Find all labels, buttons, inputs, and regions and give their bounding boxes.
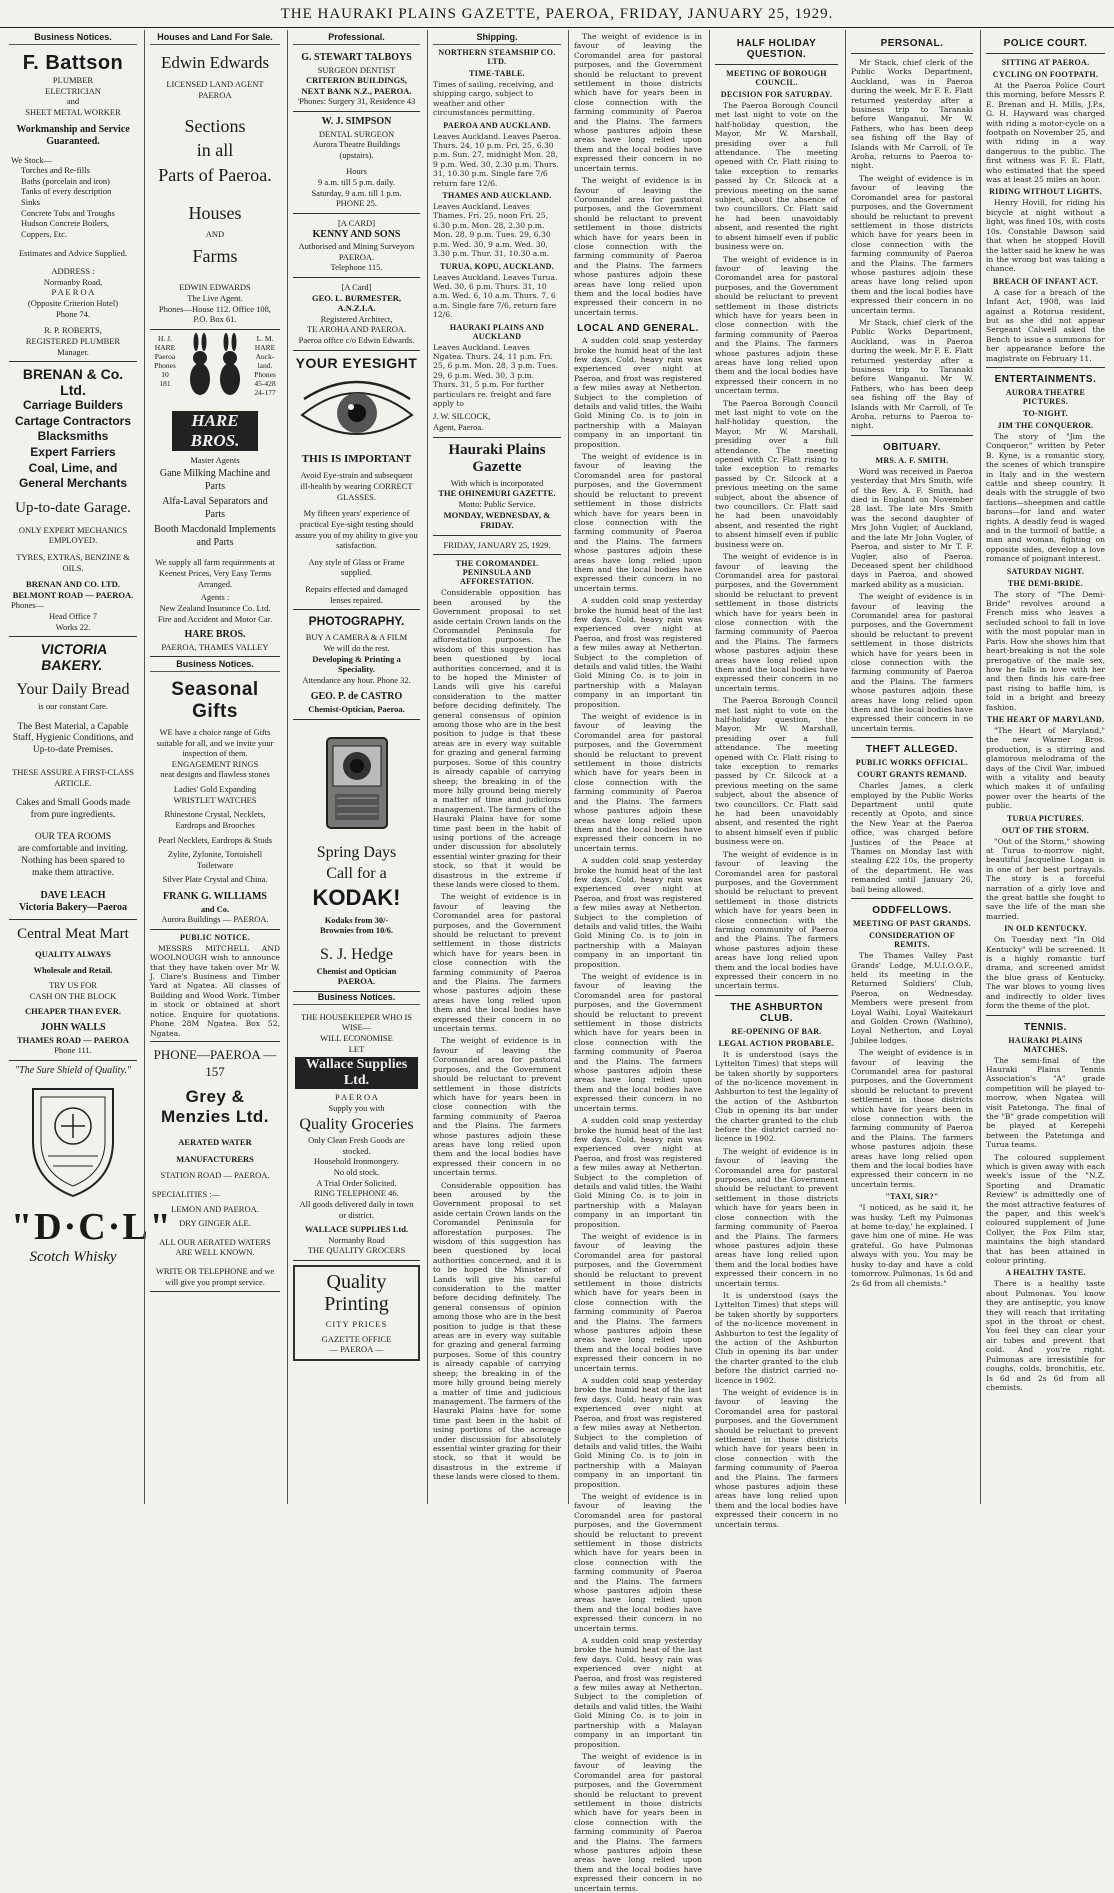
battson-name: F. Battson (22, 52, 124, 74)
column-8: POLICE COURT. SITTING AT PAEROA. CYCLING ON FOOTPATH. At the Paeroa Police Court this morning, before Messrs P. E. Brenan and H. Mills, J.P.s, G. H. Hayward was charged with riding a motor-cycle on a footpath on November 25, and with riding in a way dangerous to the public. The first witness was F. E. Flatt, who estimated that the speed was at least 25 miles an hour. RIDING WITHOUT LIGHTS. Henry Hovill, for riding his bicycle at night without a light, was fined 10s, with costs 10s. Constable Dawson said that when he stopped Hovill the latter said he knew he was in the wrong but was taking a chance. BREACH OF INFANT ACT. A case for a breach of the Infant Act, 1908, was laid against a Rotorua resident, but as she did not appear Sergeant Calwell asked the Bench to issue a summons for her appearance before the magistrate on February 11. ENTERTAINMENTS. AURORA THEATRE PICTURES. TO-NIGHT. JIM THE CONQUEROR. The story of "Jim the Conqueror," written by Peter B. Kyne, is a romantic story, the scenes of which transpire in Italy and in the western cattle and sheep country. It deals with the struggle of two factions—sheepmen and cattle barons—for land and water rights. A deadly feud is waged and in the turmoil of battle, a man and woman, fighting on opposite sides, develop a love romance of poignant interest. SATURDAY NIGHT. THE DEMI-BRIDE. The story of "The Demi-Bride" revolves around a French miss who leaves a secluded school to fall in love with the most popular man in Paris. How she shows him that heart-breaking is not the sole prerogative of the male sex, how he falls in love with her and then finds his care-free past rising to baffle him, is told in a bright and breezy fashion. THE HEART OF MARYLAND. "The Heart of Maryland," the new Warner Bros. production, is a stirring and glamorous melodrama of the days of the Civil War, imbued with a vitality and beauty which makes it of unfailing power over the hearts of the public. TURUA PICTURES. OUT OF THE STORM. "Out of the Storm," showing at Turua to-morrow night, beautiful Jacqueline Logan is in one of her best portrayals. The story is a forceful narration of a girly love and the great battle she fought to save the life of the man she married. IN OLD KENTUCKY. On Tuesday next "In Old Kentucky" will be screened. It is a highly romantic turf drama, and screened amidst the blue grass of Kentucky. The war blows to young lives and indirectly to older lives form the theme of the plot. TENNIS. HAURAKI PLAINS MATCHES. The semi-final of the Hauraki Plains Tennis Association's "A" grade competition will be played to-morrow, when Ngatea will visit Patetonga. The final of the "B" grade competition will be played at Kerepehi between the Patetonga and Turua teams. The coloured supplement which is given away with each week's issue of the "N.Z. Sporting and Dramatic Review" is admittedly one of the most attractive features of the paper, and this week's coloured supplement of June Collyer, the Fox Film star, maintains the high standard that has been attained in colour printing. A HEALTHY TASTE. There is a healthy taste about Pulmonas. You know they are antiseptic, you know they will reach that irritating spot in the throat or chest. You feel they can clear your air tubes and prevent that cold. And you're right. Pulmonas are irresistible for coughs, colds, bronchitis, etc. Is 6d and 2s 6d from all chemists. (980, 30, 1110, 1504)
turua-times: Leaves Auckland. Leaves Turua. Wed. 30, 6 p.m. Thurs. 31, 10 a.m. Wed. 6, 10 a.m. Thurs. 7, 6 a.m. Single fare 7/6, return fare 12/6. (433, 272, 558, 320)
eyesight-ad: YOUR EYESIGHT THIS IS IMPORTANT Avoid Eye-strain and subsequent ill-health by wearing CORRECT GLASSES. My fifteen years' experience of practical Eye-sight testing should assure you of my ability to give you satisfaction. Any style of Glass or Frame supplied. Repairs effected and damaged lenses repaired. (293, 351, 420, 611)
shipping-notes: Times of sailing, receiving, and shipping cargo, subject to weather and other circumstances permitting. (433, 80, 554, 118)
bakery-ad: VICTORIA BAKERY. Your Daily Bread is our constant Care. The Best Material, a Capable Staff, Hygienic Conditions, and Up-to-date Premises. THESE ASSURE A FIRST-CLASS ARTICLE. Cakes and Small Goods made from pure ingredients. OUR TEA ROOMS are comfortable and inviting. Nothing has been spared to make them attractive. DAVE LEACH Victoria Bakery—Paeroa (9, 637, 137, 919)
brenan-ad: BRENAN & Co. Ltd. Carriage Builders Cartage Contractors Blacksmiths Expert Farriers Coal, Lime, and General Merchants Up-to-date Garage. ONLY EXPERT MECHANICS EMPLOYED. TYRES, EXTRAS, BENZINE & OILS. BRENAN AND CO. LTD. BELMONT ROAD — PAEROA. Phones— Head Office 7 Works 22. (9, 362, 137, 637)
column-4: Shipping. NORTHERN STEAMSHIP CO. LTD. TIME-TABLE. Times of sailing, receiving, and shipping cargo, subject to weather and other circumstances permitting. PAEROA AND AUCKLAND. Leaves Auckland. Leaves Paeroa. Thurs. 24, 10 p.m. Fri. 25, 6.30 p.m. Sun. 27, midnight Mon. 28, 9 p.m. Wed. 30, 2.30 p.m. Thurs. 31, 10.30 p.m. Single fare 7/6 return fare 12/6. THAMES AND AUCKLAND. Leaves Auckland. Leaves Thames. Fri. 25, noon Fri. 25, 6.30 p.m. Mon. 28, 2.30 p.m. Mon. 28, 9 p.m. Tues. 29, 6.30 p.m. Wed. 30, 9 a.m. Wed. 30, 3.30 p.m. Thur. 31, 10.30 a.m. TURUA, KOPU, AUCKLAND. Leaves Auckland. Leaves Turua. Wed. 30, 6 p.m. Thurs. 31, 10 a.m. Wed. 6, 10 a.m. Thurs. 7, 6 a.m. Single fare 7/6, return fare 12/6. HAURAKI PLAINS AND AUCKLAND Leaves Auckland. Leaves Ngatea. Thurs. 24, 11 p.m. Fri. 25, 6 p.m. Mon. 28, 3 p.m. Tues. 29, 6 p.m. Wed. 30, 3 p.m. Thurs. 31, 5 p.m. For further particulars re. freight and fare apply to J. W. SILCOCK, Agent, Paeroa. Hauraki Plains Gazette With which is incorporated THE OHINEMURI GAZETTE. Motto: Public Service. MONDAY, WEDNESDAY, & FRIDAY. FRIDAY, JANUARY 25, 1929. THE COROMANDEL PENINSULA AND AFFORESTATION. Considerable opposition has been aroused by the Government proposal to set aside certain Crown lands on the Coromandel Peninsula for afforestation purposes. The wisdom of this suggestion has been questioned by local authorities concerned, and it is to be hoped the Minister of Lands will give his careful consideration to the matter before deciding definitely. The general consensus of opinion among those who are in the best position to judge is that these areas are in every way suitable for grazing and general farming purposes. Some of this country is already capable of carrying sheep; the breaking in of the more hilly ground being merely a matter of time and judicious management. The farmers of the Hauraki Plains have for some time past been in the habit of using portions of the acreage under discussion for absolutely essential winter grazing for their stock, so that it would be disastrous in the extreme if these lands were closed to them. The weight of evidence is in favour of leaving the Coromandel area for pastoral purposes, and the Government should be reluctant to prevent settlement in those districts which have for years been in close connection with the farming community of Paeroa and the Plains. The farmers whose pastures adjoin these areas have long relied upon them and the local bodies have expressed their concern in no uncertain terms. The weight of evidence is in favour of leaving the Coromandel area for pastoral purposes, and the Government should be reluctant to prevent settlement in those districts which have for years been in close connection with the farming community of Paeroa and the Plains. The farmers whose pastures adjoin these areas have long relied upon them and the local bodies have expressed their concern in no uncertain terms. Considerable opposition has been aroused by the Government proposal to set aside certain Crown lands on the Coromandel Peninsula for afforestation purposes. The wisdom of this suggestion has been questioned by local authorities concerned, and it is to be hoped the Minister of Lands will give his careful consideration to the matter before deciding definitely. The general consensus of opinion among those who are in the best position to judge is that these areas are in every way suitable for grazing and general farming purposes. Some of this country is already capable of carrying sheep; the breaking in of the more hilly ground being merely a matter of time and judicious management. The farmers of the Hauraki Plains have for some time past been in the habit of using portions of the acreage under discussion for absolutely essential winter grazing for their stock, so that it would be disastrous in the extreme if these lands were closed to them. (427, 30, 566, 1504)
burmester-card: [A Card] GEO. L. BURMESTER, A.N.Z.I.A. Registered Architect, TE AROHA AND PAEROA. Paeroa office c/o Edwin Edwards. (293, 278, 420, 351)
camera-icon (295, 728, 418, 838)
obituary-heading: OBITUARY. (882, 441, 942, 453)
kodak-ad: Spring Days Call for a KODAK! Kodaks from 30/- Brownies from 10/6. S. J. Hedge Chemist and Optician PAEROA. (293, 720, 420, 992)
oddfellows-heading: ODDFELLOWS. (872, 905, 952, 917)
column-head: Houses and Land For Sale. (150, 32, 280, 45)
column-6: HALF HOLIDAY QUESTION. MEETING OF BOROUGH COUNCIL. DECISION FOR SATURDAY. The Paeroa Borough Council met last night to vote on the half-holiday question, the Mayor, Mr W. Marshall, presiding over a full attendance. The meeting opened with Cr. Flatt rising to take exception to remarks passed by Cr. Silcock at a previous meeting on the same subject, about the absence of two councillors. Cr. Flatt said he had been unavoidably absent, and resented the right to absent himself even if public business were on. The weight of evidence is in favour of leaving the Coromandel area for pastoral purposes, and the Government should be reluctant to prevent settlement in those districts which have for years been in close connection with the farming community of Paeroa and the Plains. The farmers whose pastures adjoin these areas have long relied upon them and the local bodies have expressed their concern in no uncertain terms. The Paeroa Borough Council met last night to vote on the half-holiday question, the Mayor, Mr W. Marshall, presiding over a full attendance. The meeting opened with Cr. Flatt rising to take exception to remarks passed by Cr. Silcock at a previous meeting on the same subject, about the absence of two councillors. Cr. Flatt said he had been unavoidably absent, and resented the right to absent himself even if public business were on. The weight of evidence is in favour of leaving the Coromandel area for pastoral purposes, and the Government should be reluctant to prevent settlement in those districts which have for years been in close connection with the farming community of Paeroa and the Plains. The farmers whose pastures adjoin these areas have long relied upon them and the local bodies have expressed their concern in no uncertain terms. The Paeroa Borough Council met last night to vote on the half-holiday question, the Mayor, Mr W. Marshall, presiding over a full attendance. The meeting opened with Cr. Flatt rising to take exception to remarks passed by Cr. Silcock at a previous meeting on the same subject, about the absence of two councillors. Cr. Flatt said he had been unavoidably absent, and resented the right to absent himself even if public business were on. The weight of evidence is in favour of leaving the Coromandel area for pastoral purposes, and the Government should be reluctant to prevent settlement in those districts which have for years been in close connection with the farming community of Paeroa and the Plains. The farmers whose pastures adjoin these areas have long relied upon them and the local bodies have expressed their concern in no uncertain terms. THE ASHBURTON CLUB. RE-OPENING OF BAR. LEGAL ACTION PROBABLE. It is understood (says the Lyttelton Times) that steps will be taken shortly by supporters of the no-licence movement in Ashburton to test the legality of the action of the Ashburton Club in opening its bar under the charter granted to the club before the district carried no-licence in 1902. The weight of evidence is in favour of leaving the Coromandel area for pastoral purposes, and the Government should be reluctant to prevent settlement in those districts which have for years been in close connection with the farming community of Paeroa and the Plains. The farmers whose pastures adjoin these areas have long relied upon them and the local bodies have expressed their concern in no uncertain terms. It is understood (says the Lyttelton Times) that steps will be taken shortly by supporters of the no-licence movement in Ashburton to test the legality of the action of the Ashburton Club in opening its bar under the charter granted to the club before the district carried no-licence in 1902. The weight of evidence is in favour of leaving the Coromandel area for pastoral purposes, and the Government should be reluctant to prevent settlement in those districts which have for years been in close connection with the farming community of Paeroa and the Plains. The farmers whose pastures adjoin these areas have long relied upon them and the local bodies have expressed their concern in no uncertain terms. (709, 30, 843, 1504)
thames-auckland-times: Leaves Auckland. Leaves Thames. Fri. 25, noon Fri. 25, 6.30 p.m. Mon. 28, 2.30 p.m. Mon. 28, 9 p.m. Tues. 29, 6.30 p.m. Wed. 30, 9 a.m. Wed. 30, 3.30 p.m. Thur. 31, 10.30 a.m. (433, 202, 551, 259)
rabbits-icon (180, 334, 250, 407)
simpson-card: W. J. SIMPSON DENTAL SURGEON Aurora Theatre Buildings (upstairs). Hours 9 a.m. till 5 p.m. daily. Saturday, 9 a.m. till 1 p.m. PHONE 25. (293, 112, 420, 214)
gazette-logo: Hauraki Plains Gazette (448, 441, 546, 475)
police-court-heading: POLICE COURT. (1003, 38, 1088, 49)
theft-heading: THEFT ALLEGED. (865, 744, 959, 756)
local-general-heading: LOCAL AND GENERAL. (577, 323, 699, 335)
column-3 (287, 30, 425, 1504)
tennis-heading: TENNIS. (1024, 1021, 1067, 1033)
hare-bros-ad: H. J. HARE Paeroa Phones 10 181 L. M. HARE Auck- land. Phones 45-428 24-177 HARE BROS. Master Agents Gane Milking Machine and Parts Alfa-Laval Separators and Parts Booth Macdonald Implements and Parts We supply all farm requirements at Keenest Prices, Very Easy Terms Arranged. Agents : New Zealand Insurance Co. Ltd. Fire and Accident and Motor Car. HARE BROS. PAEROA, THAMES VALLEY (150, 330, 280, 658)
battson-ad: F. Battson PLUMBER ELECTRICIAN and SHEET METAL WORKER Workmanship and Service Guaranteed. We Stock— Torches and Re-fills Baths (porcelain and iron) Tanks of every description Sinks Concrete Tubs and Troughs Hudson Concrete Boilers, Coppers, Etc. Estimates and Advice Supplied. ADDRESS : Normanby Road, P A E R O A (Opposite Criterion Hotel) Phone 74. R. P. ROBERTS, REGISTERED PLUMBER Manager. (9, 48, 137, 362)
printing-ad: Quality Printing CITY PRICES GAZETTE OFFICE — PAEROA — (293, 1265, 420, 1361)
kenny-card: [A CARD] KENNY AND SONS Authorised and Mining Surveyors PAEROA. Telephone 115. (293, 214, 420, 278)
paeroa-auckland-times: Leaves Auckland. Leaves Paeroa. Thurs. 24, 10 p.m. Fri. 25, 6.30 p.m. Sun. 27, midnight Mon. 28, 9 p.m. Wed. 30, 2.30 p.m. Thurs. 31, 10.30 p.m. Single fare 7/6 return fare 12/6. (433, 131, 562, 188)
newspaper-page (4, 30, 1110, 1893)
photography-ad: PHOTOGRAPHY. BUY A CAMERA & A FILM We will do the rest. Developing & Printing a Speciality. Attendance any hour. Phone 32. GEO. P. de CASTRO Chemist-Optician, Paeroa. (293, 610, 420, 719)
half-holiday-heading: HALF HOLIDAY QUESTION. (736, 38, 817, 60)
ashburton-heading: THE ASHBURTON CLUB. (730, 1001, 823, 1024)
grey-menzies-ad: PHONE—PAEROA — 157 Grey & Menzies Ltd. AERATED WATER MANUFACTURERS STATION ROAD — PAEROA. SPECIALITIES :— LEMON AND PAEROA. DRY GINGER ALE. ALL OUR AERATED WATERS ARE WELL KNOWN. WRITE OR TELEPHONE and we will give you prompt service. (150, 1041, 280, 1292)
meat-mart-ad: Central Meat Mart QUALITY ALWAYS Wholesale and Retail. TRY US FOR CASH ON THE BLOCK CHEAPER THAN EVER. JOHN WALLS THAMES ROAD — PAEROA Phone 111. (9, 920, 137, 1061)
column-head: Shipping. (433, 32, 561, 45)
hauraki-times: Leaves Auckland. Leaves Ngatea. Thurs. 24, 11 p.m. Fri. 25, 6 p.m. Mon. 28, 3 p.m. Tues. 29, 6 p.m. Wed. 30, 3 p.m. Thurs. 31, 5 p.m. For further particulars re. freight and fare apply to (433, 342, 558, 408)
hare-right-block: L. M. HARE Auck- land. Phones 45-428 24-177 (254, 333, 276, 397)
column-2: Houses and Land For Sale. Edwin Edwards LICENSED LAND AGENT PAEROA Sections in all Parts of Paeroa. Houses AND Farms EDWIN EDWARDS The Live Agent. Phones—House 112. Office 108, P.O. Box 61. H. J. HARE Paeroa Phones 10 181 L. M. HARE Auck- land. Phones 45-428 24-177 HARE BROS. Master Agents Gane Milking Machine and Parts Alfa-Laval Separators and Parts Booth Macdonald Implements and Parts We supply all farm requirements at Keenest Prices, Very Easy Terms Arranged. Agents : New Zealand Insurance Co. Ltd. Fire and Accident and Motor Car. HARE BROS. PAEROA, THAMES VALLEY Business Notices. Seasonal Gifts WE have a choice range of Gifts suitable for all, and we invite your inspection of them. ENGAGEMENT RINGS neat designs and flawless stones Ladies' Gold Expanding WRISTLET WATCHES Rhinestone Crystal, Necklets, Eardrops and Brooches Pearl Necklets, Eardrops & Studs Zylite, Zylonite, Tortoishell Toiletware Silver Plate Crystal and China. FRANK G. WILLIAMS and Co. Aurora Buildings — PAEROA. PUBLIC NOTICE. MESSRS MITCHELL AND WOOLNOUGH wish to announce that they have taken over Mr W. J. Clare's Business and Timber Yard at Ngatea. All classes of Building and Wood Work. Timber in stock or obtained at short notice. Enquire for quotations. Phone 28M Ngatea. Box 52, Ngatea. PHONE—PAEROA — 157 Grey & Menzies Ltd. AERATED WATER MANUFACTURERS STATION ROAD — PAEROA. SPECIALITIES :— LEMON AND PAEROA. DRY GINGER ALE. ALL OUR AERATED WATERS ARE WELL KNOWN. WRITE OR TELEPHONE and we will give you prompt service. (144, 30, 285, 1504)
hare-left-block: H. J. HARE Paeroa Phones 10 181 (154, 333, 176, 388)
edwards-ad: Edwin Edwards LICENSED LAND AGENT PAEROA Sections in all Parts of Paeroa. Houses AND Farms EDWIN EDWARDS The Live Agent. Phones—House 112. Office 108, P.O. Box 61. (150, 48, 280, 330)
column-5: The weight of evidence is in favour of leaving the Coromandel area for pastoral purposes, and the Government should be reluctant to prevent settlement in those districts which have for years been in close connection with the farming community of Paeroa and the Plains. The farmers whose pastures adjoin these areas have long relied upon them and the local bodies have expressed their concern in no uncertain terms. The weight of evidence is in favour of leaving the Coromandel area for pastoral purposes, and the Government should be reluctant to prevent settlement in those districts which have for years been in close connection with the farming community of Paeroa and the Plains. The farmers whose pastures adjoin these areas have long relied upon them and the local bodies have expressed their concern in no uncertain terms. LOCAL AND GENERAL. A sudden cold snap yesterday broke the humid heat of the last few days. Cold, heavy rain was experienced over night at Paeroa, and frost was registered a few miles away at Netherton. Subject to the completion of details and valid titles, the Waihi Gold Mining Co. is to join in partnership with a Malayan company in an important tin proposition. The weight of evidence is in favour of leaving the Coromandel area for pastoral purposes, and the Government should be reluctant to prevent settlement in those districts which have for years been in close connection with the farming community of Paeroa and the Plains. The farmers whose pastures adjoin these areas have long relied upon them and the local bodies have expressed their concern in no uncertain terms. A sudden cold snap yesterday broke the humid heat of the last few days. Cold, heavy rain was experienced over night at Paeroa, and frost was registered a few miles away at Netherton. Subject to the completion of details and valid titles, the Waihi Gold Mining Co. is to join in partnership with a Malayan company in an important tin proposition. The weight of evidence is in favour of leaving the Coromandel area for pastoral purposes, and the Government should be reluctant to prevent settlement in those districts which have for years been in close connection with the farming community of Paeroa and the Plains. The farmers whose pastures adjoin these areas have long relied upon them and the local bodies have expressed their concern in no uncertain terms. A sudden cold snap yesterday broke the humid heat of the last few days. Cold, heavy rain was experienced over night at Paeroa, and frost was registered a few miles away at Netherton. Subject to the completion of details and valid titles, the Waihi Gold Mining Co. is to join in partnership with a Malayan company in an important tin proposition. The weight of evidence is in favour of leaving the Coromandel area for pastoral purposes, and the Government should be reluctant to prevent settlement in those districts which have for years been in close connection with the farming community of Paeroa and the Plains. The farmers whose pastures adjoin these areas have long relied upon them and the local bodies have expressed their concern in no uncertain terms. A sudden cold snap yesterday broke the humid heat of the last few days. Cold, heavy rain was experienced over night at Paeroa, and frost was registered a few miles away at Netherton. Subject to the completion of details and valid titles, the Waihi Gold Mining Co. is to join in partnership with a Malayan company in an important tin proposition. The weight of evidence is in favour of leaving the Coromandel area for pastoral purposes, and the Government should be reluctant to prevent settlement in those districts which have for years been in close connection with the farming community of Paeroa and the Plains. The farmers whose pastures adjoin these areas have long relied upon them and the local bodies have expressed their concern in no uncertain terms. A sudden cold snap yesterday broke the humid heat of the last few days. Cold, heavy rain was experienced over night at Paeroa, and frost was registered a few miles away at Netherton. Subject to the completion of details and valid titles, the Waihi Gold Mining Co. is to join in partnership with a Malayan company in an important tin proposition. The weight of evidence is in favour of leaving the Coromandel area for pastoral purposes, and the Government should be reluctant to prevent settlement in those districts which have for years been in close connection with the farming community of Paeroa and the Plains. The farmers whose pastures adjoin these areas have long relied upon them and the local bodies have expressed their concern in no uncertain terms. A sudden cold snap yesterday broke the humid heat of the last few days. Cold, heavy rain was experienced over night at Paeroa, and frost was registered a few miles away at Netherton. Subject to the completion of details and valid titles, the Waihi Gold Mining Co. is to join in partnership with a Malayan company in an important tin proposition. The weight of evidence is in favour of leaving the Coromandel area for pastoral purposes, and the Government should be reluctant to prevent settlement in those districts which have for years been in close connection with the farming community of Paeroa and the Plains. The farmers whose pastures adjoin these areas have long relied upon them and the local bodies have expressed their concern in no uncertain terms. (568, 30, 707, 1504)
wallace-ad: THE HOUSEKEEPER WHO IS WISE— WILL ECONOMISE LET Wallace Supplies Ltd. P A E R O A Supply you with Quality Groceries Only Clean Fresh Goods are stocked. Household Ironmongery. No old stock. A Trial Order Solicited. RING TELEPHONE 46. All goods delivered daily in town or district. WALLACE SUPPLIES Ltd. Normanby Road THE QUALITY GROCERS (293, 1008, 420, 1261)
entertainments-heading: ENTERTAINMENTS. (994, 373, 1097, 385)
section-head: Business Notices. (150, 659, 280, 672)
masthead: THE HAURAKI PLAINS GAZETTE, PAEROA, FRIDAY, JANUARY 25, 1929. (0, 0, 1114, 28)
column-head: Professional. (293, 32, 420, 45)
seasonal-gifts-ad: Seasonal Gifts WE have a choice range of Gifts suitable for all, and we invite your inspection of them. ENGAGEMENT RINGS neat designs and flawless stones Ladies' Gold Expanding WRISTLET WATCHES Rhinestone Crystal, Necklets, Eardrops and Brooches Pearl Necklets, Eardrops & Studs Zylite, Zylonite, Tortoishell Toiletware Silver Plate Crystal and China. FRANK G. WILLIAMS and Co. Aurora Buildings — PAEROA. (150, 675, 280, 930)
column-7: PERSONAL. Mr Stack, chief clerk of the Public Works Department, Auckland, was in Paeroa during the week. Mr F. E. Flatt returned yesterday after a business trip to Taranaki before Wanganui. Mr W. Fathers, who has been deep sea fishing off the Bay of Islands with Mr Carroll, of Te Aroha, returns to Paeroa to-night. The weight of evidence is in favour of leaving the Coromandel area for pastoral purposes, and the Government should be reluctant to prevent settlement in those districts which have for years been in close connection with the farming community of Paeroa and the Plains. The farmers whose pastures adjoin these areas have long relied upon them and the local bodies have expressed their concern in no uncertain terms. Mr Stack, chief clerk of the Public Works Department, Auckland, was in Paeroa during the week. Mr F. E. Flatt returned yesterday after a business trip to Taranaki before Wanganui. Mr W. Fathers, who has been deep sea fishing off the Bay of Islands with Mr Carroll, of Te Aroha, returns to Paeroa to-night. OBITUARY. MRS. A. F. SMITH. Word was received in Paeroa yesterday that Mrs Smith, wife of the Rev. A. F. Smith, had died in England on November 28 last. The late Mrs Smith was the second daughter of Mrs John Vugler, of Auckland, and the late Mr John Vugler, of Paeroa, and sister to Mr T. F. Vugler, also of Paeroa. Deceased spent her childhood days in Paeroa, and showed marked ability as a musician. The weight of evidence is in favour of leaving the Coromandel area for pastoral purposes, and the Government should be reluctant to prevent settlement in those districts which have for years been in close connection with the farming community of Paeroa and the Plains. The farmers whose pastures adjoin these areas have long relied upon them and the local bodies have expressed their concern in no uncertain terms. THEFT ALLEGED. PUBLIC WORKS OFFICIAL. COURT GRANTS REMAND. Charles James, a clerk employed by the Public Works Department until quite recently at Opoto, and since the New Year at the Paeroa office, was charged before Justices of the Peace at Thames on Monday last with stealing £22 10s, the property of the department. He was remanded until January 26, bail being allowed. ODDFELLOWS. MEETING OF PAST GRANDS. CONSIDERATION OF REMITS. The Thames Valley Past Grands' Lodge, M.U.I.O.O.F., held its meeting in the Returned Soldiers' Club, Paeroa, on Wednesday. Members were present from Loyal Waihi, Loyal Waitekauri and Golden Crown (Waihino), Loyal Netherton, and Loyal Jubilee lodges. The weight of evidence is in favour of leaving the Coromandel area for pastoral purposes, and the Government should be reluctant to prevent settlement in those districts which have for years been in close connection with the farming community of Paeroa and the Plains. The farmers whose pastures adjoin these areas have long relied upon them and the local bodies have expressed their concern in no uncertain terms. "TAXI, SIR?" "I noticed, as he said it, he was husky. 'Left my Pulmonas at home to-day,' he explained. I gave him one of mine. He was grateful. Go have Pulmonas always with you. You may be husky to-day and have a cold tomorrow. Pulmonas, 1s 6d and 2s 6d from all chemists." (845, 30, 978, 1504)
dcl-ad: "The Sure Shield of Quality." "D·C·L" Scotch Whisky (11, 1064, 173, 1266)
personal-heading: PERSONAL. (880, 38, 944, 49)
shield-icon (11, 1081, 135, 1201)
section-head: Business Notices. (293, 992, 420, 1005)
column-head: Business Notices. (9, 32, 137, 45)
eye-icon (295, 375, 418, 449)
talboys-card: G. STEWART TALBOYS SURGEON DENTIST CRITERION BUILDINGS, NEXT BANK N.Z., PAEROA. 'Phones: Surgery 31, Residence 43 (293, 48, 420, 112)
